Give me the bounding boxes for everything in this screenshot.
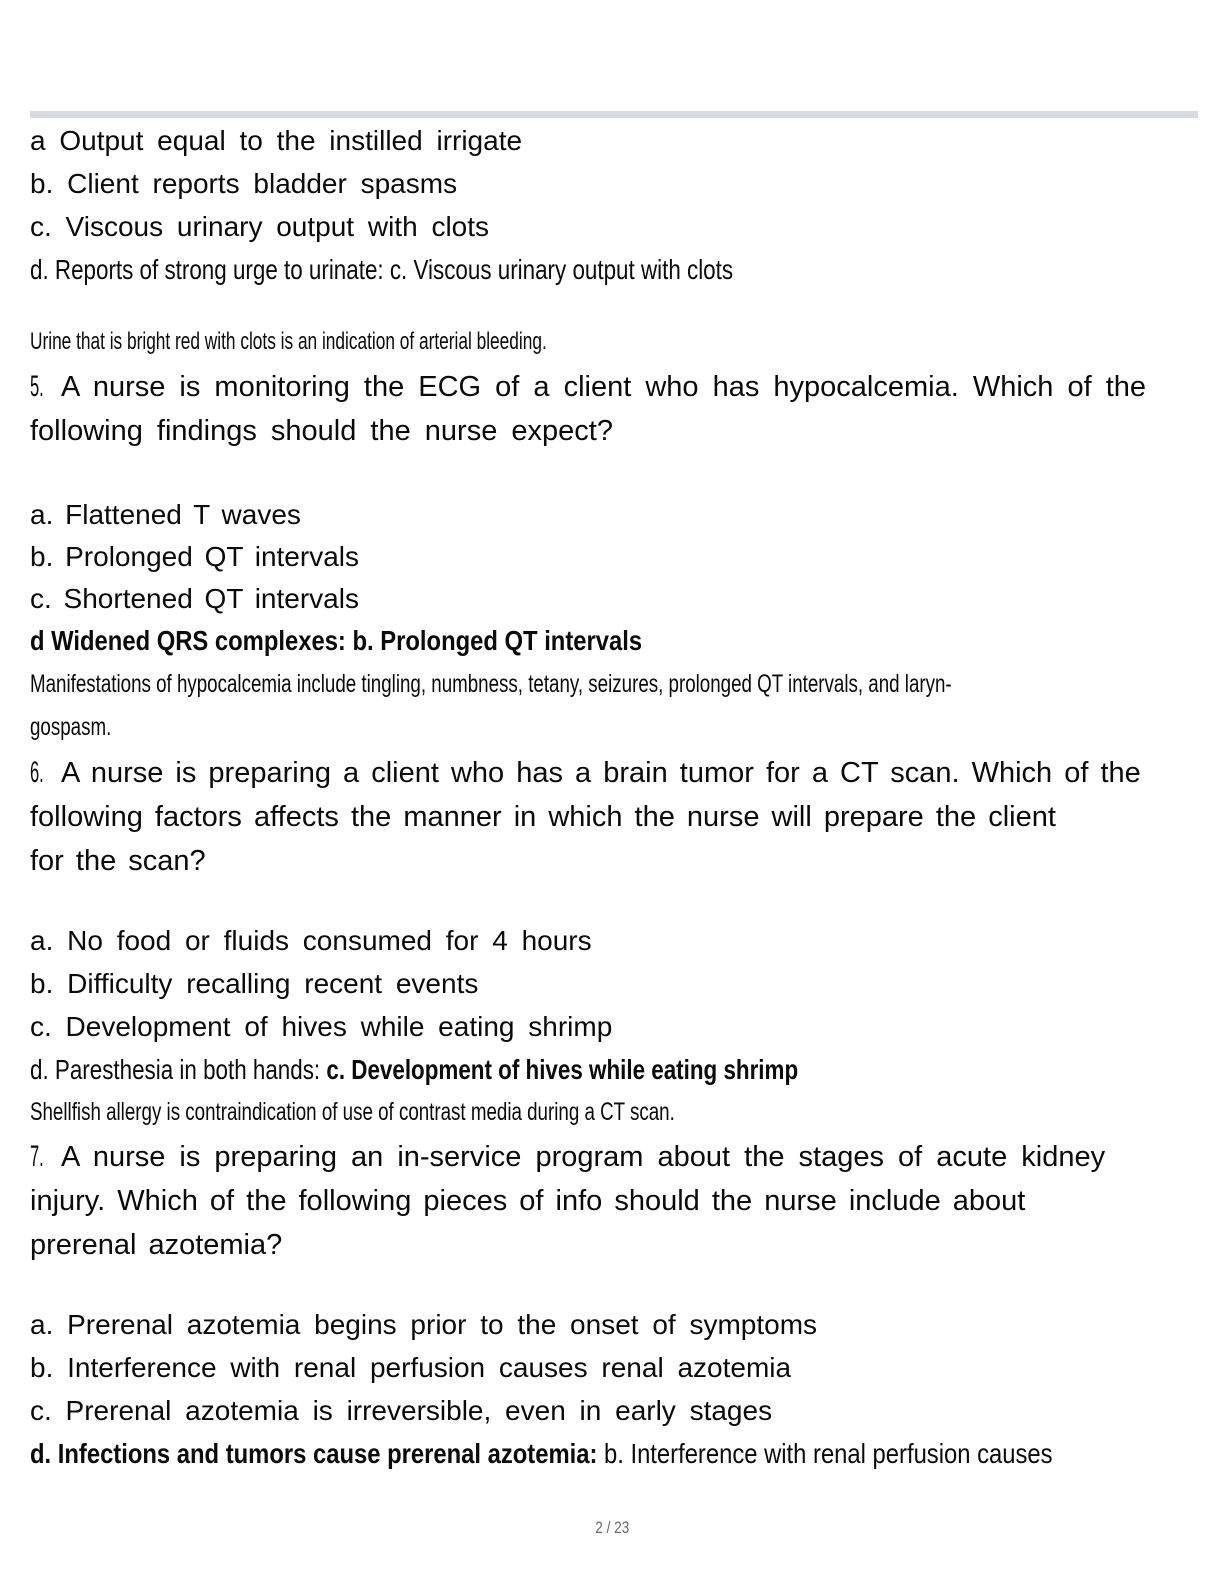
option-c: c. Viscous urinary output with clots [30, 211, 490, 242]
option-c: c. Prerenal azotemia is irreversible, even in early stages [30, 1395, 773, 1426]
option-d-with-answer [30, 1432, 1224, 1475]
option-b: b. Interference with renal perfusion causes renal azotemia [30, 1352, 792, 1383]
correct-answer-text: c. Development of hives while eating shrimp [320, 1054, 799, 1085]
option-b: b. Client reports bladder spasms [30, 168, 458, 199]
question-6-rationale [30, 1091, 890, 1134]
question-text-line: following factors affects the manner in which the nurse will prepare the client [30, 801, 1056, 833]
question-6-options [30, 919, 990, 1091]
question-text-line: 7. A nurse is preparing an in-service program about the stages of acute kidney [30, 1135, 1105, 1179]
question-number: 7. [30, 1140, 44, 1173]
rationale-text: Urine that is bright red with clots is an indication of arterial bleeding. [30, 328, 547, 355]
question-4-options [30, 119, 909, 291]
question-text-line: prerenal azotemia? [30, 1229, 283, 1261]
correct-answer-text: c. Viscous urinary output with clots [383, 254, 734, 285]
question-number: 5. [30, 370, 44, 403]
option-a: a. Flattened T waves [30, 499, 301, 530]
question-7 [30, 1135, 1105, 1267]
option-d-with-answer [30, 248, 909, 291]
option-b: b. Prolonged QT intervals [30, 541, 359, 572]
option-a: a Output equal to the instilled irrigate [30, 125, 523, 156]
option-d-text: d. Infections and tumors cause prerenal azotemia: [30, 1438, 598, 1469]
page-number: 2 / 23 [594, 1518, 630, 1537]
option-c: c. Development of hives while eating shrimp [30, 1011, 613, 1042]
option-d-text: d. Reports of strong urge to urinate: [30, 254, 384, 285]
rationale-text: gospasm. [30, 713, 112, 741]
question-5-options [30, 494, 750, 662]
question-4-rationale [30, 327, 748, 357]
option-b: b. Difficulty recalling recent events [30, 968, 479, 999]
option-a: a. Prerenal azotemia begins prior to the onset of symptoms [30, 1309, 818, 1340]
question-text-line: 6. A nurse is preparing a client who has a brain tumor for a CT scan. Which of the [30, 751, 1141, 795]
option-d-text: d. Paresthesia in both hands: [30, 1054, 321, 1085]
correct-answer-text: b. Prolonged QT intervals [345, 625, 643, 656]
question-7-options [30, 1303, 1224, 1475]
question-text-line: following findings should the nurse expect? [30, 415, 613, 447]
option-d-with-answer [30, 620, 750, 662]
page-footer [0, 1518, 1224, 1538]
question-text-line: for the scan? [30, 845, 206, 877]
question-number: 6. [30, 756, 44, 789]
option-d-text: d Widened QRS complexes: [30, 625, 346, 656]
correct-answer-text: b. Interference with renal perfusion causes [597, 1438, 1053, 1469]
question-5-rationale [30, 663, 1224, 749]
option-d-with-answer [30, 1048, 990, 1091]
top-divider-bar [30, 111, 1198, 118]
option-a: a. No food or fluids consumed for 4 hours [30, 925, 592, 956]
question-text-line: 5. A nurse is monitoring the ECG of a client who has hypocalcemia. Which of the [30, 365, 1146, 409]
question-text-line: injury. Which of the following pieces of info should the nurse include about [30, 1185, 1026, 1217]
option-c: c. Shortened QT intervals [30, 583, 359, 614]
rationale-text: Manifestations of hypocalcemia include tingling, numbness, tetany, seizures, prolonged QT intervals, and laryn- [30, 670, 952, 698]
rationale-text: Shellfish allergy is contraindication of use of contrast media during a CT scan. [30, 1098, 675, 1126]
question-6 [30, 751, 1141, 883]
question-5 [30, 365, 1146, 453]
